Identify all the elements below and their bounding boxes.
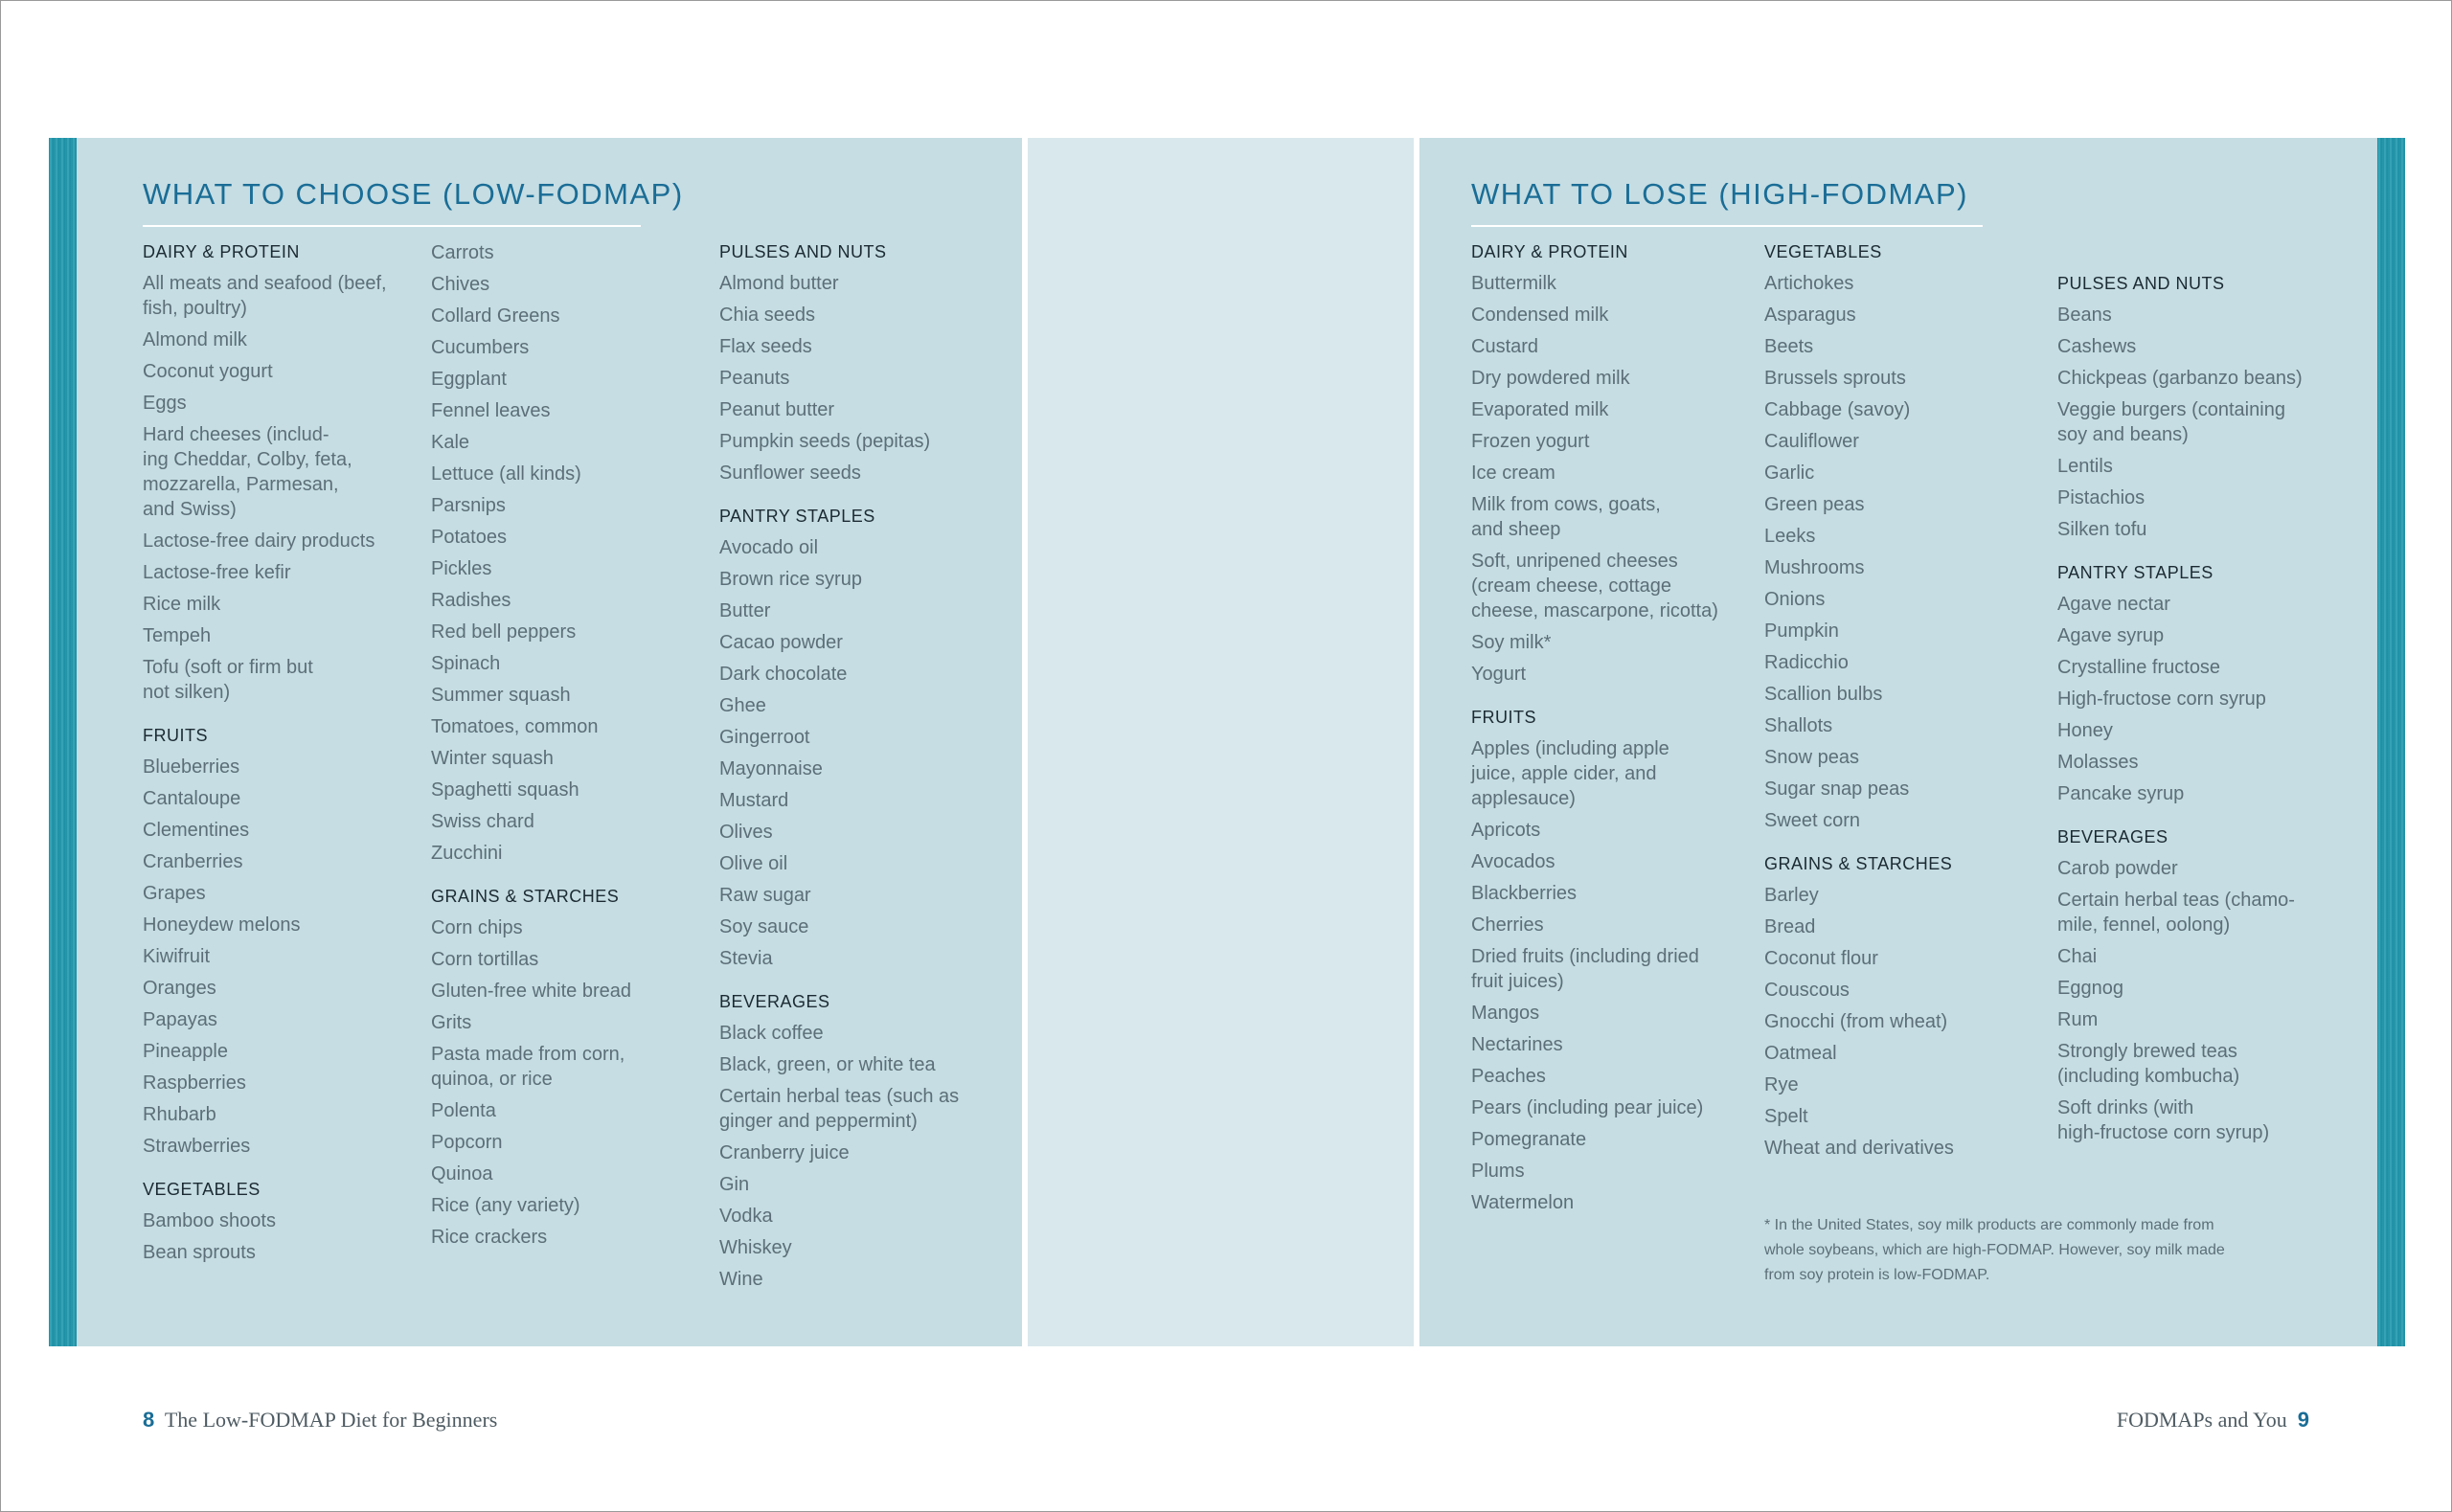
food-item: Pears (including pear juice) [1471, 1097, 1704, 1118]
food-item: Brown rice syrup [719, 569, 862, 590]
food-item: Dry powdered milk [1471, 368, 1630, 389]
food-item: Certain herbal teas (such as ginger and peppermint) [719, 1086, 960, 1132]
food-item: Apricots [1471, 820, 1541, 841]
food-item: Red bell peppers [431, 621, 577, 643]
food-item: Pumpkin [1764, 621, 1839, 642]
food-item: Agave nectar [2057, 594, 2170, 615]
food-item: Dried fruits (including dried fruit juices) [1471, 946, 1699, 992]
food-item: Crystalline fructose [2057, 657, 2221, 678]
food-item: Peanut butter [719, 399, 835, 420]
food-item: Black coffee [719, 1023, 824, 1044]
food-item: Corn chips [431, 917, 523, 938]
food-item: Mangos [1471, 1003, 1540, 1024]
low-fodmap-title: WHAT TO CHOOSE (LOW-FODMAP) [143, 177, 684, 211]
food-item: Grapes [143, 883, 206, 904]
food-item: Stevia [719, 948, 773, 969]
food-item: Papayas [143, 1009, 217, 1030]
food-item: Sweet corn [1764, 810, 1861, 831]
high-fodmap-title: WHAT TO LOSE (HIGH-FODMAP) [1471, 177, 1968, 211]
food-item: Rice crackers [431, 1227, 548, 1248]
food-item: Rhubarb [143, 1104, 216, 1125]
right-running-title: FODMAPs and You [2116, 1408, 2287, 1432]
food-item: Eggs [143, 393, 187, 414]
food-item: Oatmeal [1764, 1043, 1837, 1064]
food-item: Cranberry juice [719, 1142, 850, 1163]
section-heading-grains-starches: GRAINS & STARCHES [1764, 854, 1953, 873]
food-item: Mustard [719, 790, 789, 811]
food-item: Bread [1764, 916, 1816, 937]
food-item: Condensed milk [1471, 305, 1609, 326]
food-item: Beets [1764, 336, 1814, 357]
food-item: Tofu (soft or firm but not silken) [143, 657, 313, 703]
food-item: Agave syrup [2057, 625, 2165, 646]
food-item: Brussels sprouts [1764, 368, 1906, 389]
low-fodmap-title-rule [143, 225, 641, 227]
section-heading-grains-starches: GRAINS & STARCHES [431, 887, 620, 906]
food-item: Gin [719, 1174, 750, 1195]
food-item: Lactose-free kefir [143, 562, 291, 583]
food-item: Bamboo shoots [143, 1210, 276, 1231]
right-page-number: 9 [2297, 1408, 2309, 1432]
food-item: Wine [719, 1269, 763, 1290]
right-edge-stripe [2377, 138, 2405, 1346]
food-item: Couscous [1764, 980, 1850, 1001]
food-item: Wheat and derivatives [1764, 1138, 1954, 1159]
food-item: Milk from cows, goats, and sheep [1471, 494, 1661, 540]
page-gutter [1022, 138, 1419, 1346]
low-column-2 [431, 240, 709, 1250]
food-item: Molasses [2057, 752, 2139, 773]
food-item: Carob powder [2057, 858, 2178, 879]
food-item: Soft drinks (with high-fructose corn syrup) [2057, 1097, 2270, 1143]
food-item: Gnocchi (from wheat) [1764, 1011, 1948, 1032]
food-item: Evaporated milk [1471, 399, 1609, 420]
section-heading-dairy-protein: DAIRY & PROTEIN [1471, 242, 1628, 261]
food-item: Spaghetti squash [431, 779, 579, 801]
food-item: Apples (including apple juice, apple cider, and applesauce) [1471, 738, 1669, 809]
food-item: Chives [431, 274, 490, 295]
food-item: Black, green, or white tea [719, 1054, 936, 1075]
food-item: Silken tofu [2057, 519, 2147, 540]
food-item: Strongly brewed teas (including kombucha) [2057, 1041, 2240, 1087]
food-item: Collard Greens [431, 305, 560, 327]
food-item: Buttermilk [1471, 273, 1556, 294]
section-heading-vegetables: VEGETABLES [143, 1180, 261, 1199]
food-item: Almond milk [143, 329, 247, 350]
food-item: Honey [2057, 720, 2113, 741]
food-item: Vodka [719, 1206, 773, 1227]
low-column-1 [143, 240, 420, 1265]
section-heading-fruits: FRUITS [143, 726, 208, 745]
food-item: Spelt [1764, 1106, 1808, 1127]
food-item: Kale [431, 432, 470, 453]
high-fodmap-title-rule [1471, 225, 1983, 227]
food-item: Hard cheeses (includ- ing Cheddar, Colby, feta, mozzarella, Parmesan, and Swiss) [143, 424, 352, 520]
food-item: Gluten-free white bread [431, 981, 632, 1002]
food-item: Peaches [1471, 1066, 1546, 1087]
food-item: Raw sugar [719, 885, 811, 906]
food-item: Flax seeds [719, 336, 812, 357]
food-item: Blackberries [1471, 883, 1578, 904]
food-item: Tempeh [143, 625, 212, 646]
food-item: Plums [1471, 1161, 1525, 1182]
food-item: Winter squash [431, 748, 554, 769]
food-item: Olive oil [719, 853, 788, 874]
food-item: Blueberries [143, 756, 240, 778]
food-item: Certain herbal teas (chamo- mile, fennel, oolong) [2057, 890, 2295, 936]
food-item: Pistachios [2057, 487, 2146, 508]
left-folio [143, 1408, 497, 1433]
food-item: Avocados [1471, 851, 1555, 872]
food-item: Butter [719, 600, 771, 621]
food-item: Rum [2057, 1009, 2099, 1030]
left-running-title: The Low-FODMAP Diet for Beginners [164, 1408, 498, 1432]
food-item: Almond butter [719, 273, 839, 294]
food-item: Radishes [431, 590, 511, 611]
food-item: Lettuce (all kinds) [431, 463, 581, 485]
food-item: Rice milk [143, 594, 221, 615]
food-item: Raspberries [143, 1072, 246, 1094]
food-item: Green peas [1764, 494, 1865, 515]
food-item: Yogurt [1471, 664, 1527, 685]
high-column-2 [1764, 240, 2042, 1161]
food-item: Soy sauce [719, 916, 809, 937]
food-item: Rye [1764, 1074, 1799, 1095]
food-item: Snow peas [1764, 747, 1859, 768]
food-item: Mushrooms [1764, 557, 1865, 578]
food-item: Kiwifruit [143, 946, 211, 967]
section-heading-vegetables: VEGETABLES [1764, 242, 1882, 261]
food-item: Cantaloupe [143, 788, 241, 809]
food-item: Peanuts [719, 368, 790, 389]
food-item: Oranges [143, 978, 216, 999]
food-item: Chia seeds [719, 305, 816, 326]
food-item: Lactose-free dairy products [143, 530, 375, 552]
section-heading-pantry-staples: PANTRY STAPLES [719, 507, 875, 526]
food-item: Shallots [1764, 715, 1833, 736]
food-item: Popcorn [431, 1132, 503, 1153]
food-item: Leeks [1764, 526, 1816, 547]
food-item: Mayonnaise [719, 758, 823, 779]
food-item: Radicchio [1764, 652, 1849, 673]
food-item: Quinoa [431, 1163, 493, 1185]
section-heading-pulses-and-nuts: PULSES AND NUTS [719, 242, 887, 261]
food-item: Pumpkin seeds (pepitas) [719, 431, 931, 452]
food-item: Pasta made from corn, quinoa, or rice [431, 1044, 625, 1090]
food-item: Artichokes [1764, 273, 1854, 294]
food-item: Veggie burgers (containing soy and beans) [2057, 399, 2285, 445]
right-folio [2117, 1408, 2309, 1433]
food-item: Scallion bulbs [1764, 684, 1883, 705]
food-item: Lentils [2057, 456, 2113, 477]
food-item: Summer squash [431, 685, 571, 706]
food-item: Tomatoes, common [431, 716, 599, 737]
food-item: Watermelon [1471, 1192, 1575, 1213]
food-item: Coconut flour [1764, 948, 1878, 969]
food-item: Sugar snap peas [1764, 779, 1910, 800]
food-item: Polenta [431, 1100, 496, 1121]
food-item: Olives [719, 822, 773, 843]
food-item: Corn tortillas [431, 949, 539, 970]
food-item: Avocado oil [719, 537, 819, 558]
section-heading-pulses-and-nuts: PULSES AND NUTS [2057, 274, 2225, 293]
high-column-3 [2057, 240, 2335, 1145]
food-item: Whiskey [719, 1237, 792, 1258]
food-item: Ice cream [1471, 463, 1555, 484]
food-item: Swiss chard [431, 811, 534, 832]
food-item: Spinach [431, 653, 501, 674]
food-item: Potatoes [431, 527, 507, 548]
section-heading-beverages: BEVERAGES [719, 992, 830, 1011]
low-column-3 [719, 240, 1007, 1292]
food-item: Strawberries [143, 1136, 251, 1157]
food-item: Cherries [1471, 914, 1544, 936]
left-edge-stripe [49, 138, 77, 1346]
food-item: Coconut yogurt [143, 361, 273, 382]
food-item: Soy milk* [1471, 632, 1552, 653]
food-item: Cashews [2057, 336, 2137, 357]
food-item: Barley [1764, 885, 1819, 906]
high-column-1 [1471, 240, 1749, 1215]
food-item: Carrots [431, 242, 494, 263]
food-item: Grits [431, 1012, 472, 1033]
food-item: Fennel leaves [431, 400, 551, 421]
left-page-number: 8 [143, 1408, 155, 1432]
food-item: Rice (any variety) [431, 1195, 580, 1216]
food-item: Cabbage (savoy) [1764, 399, 1911, 420]
food-item: Asparagus [1764, 305, 1856, 326]
food-item: Zucchini [431, 843, 503, 864]
food-item: Onions [1764, 589, 1826, 610]
soy-milk-footnote: * In the United States, soy milk products are commonly made from whole soybeans, which are high-FODMAP. However, soy milk made from soy protein is low-FODMAP. [1764, 1217, 2225, 1283]
food-item: Soft, unripened cheeses (cream cheese, cottage cheese, mascarpone, ricotta) [1471, 551, 1718, 621]
food-item: Cranberries [143, 851, 243, 872]
food-item: Cauliflower [1764, 431, 1859, 452]
food-item: Frozen yogurt [1471, 431, 1590, 452]
food-item: Clementines [143, 820, 250, 841]
food-item: Parsnips [431, 495, 506, 516]
section-heading-beverages: BEVERAGES [2057, 827, 2168, 846]
food-item: Eggplant [431, 369, 507, 390]
food-item: Nectarines [1471, 1034, 1563, 1055]
section-heading-fruits: FRUITS [1471, 708, 1536, 727]
food-item: Pomegranate [1471, 1129, 1587, 1150]
section-heading-dairy-protein: DAIRY & PROTEIN [143, 242, 300, 261]
food-item: Cacao powder [719, 632, 843, 653]
food-item: Garlic [1764, 463, 1815, 484]
food-item: Eggnog [2057, 978, 2123, 999]
food-item: Cucumbers [431, 337, 530, 358]
food-item: Gingerroot [719, 727, 810, 748]
food-item: Ghee [719, 695, 766, 716]
food-item: Pineapple [143, 1041, 228, 1062]
food-item: Pickles [431, 558, 492, 579]
food-item: Honeydew melons [143, 914, 301, 936]
food-item: Custard [1471, 336, 1539, 357]
food-item: Bean sprouts [143, 1242, 256, 1263]
food-item: Sunflower seeds [719, 463, 861, 484]
food-item: All meats and seafood (beef, fish, poultry) [143, 273, 387, 319]
food-item: Pancake syrup [2057, 783, 2185, 804]
food-item: Chickpeas (garbanzo beans) [2057, 368, 2303, 389]
food-item: Dark chocolate [719, 664, 848, 685]
food-item: High-fructose corn syrup [2057, 688, 2266, 710]
food-item: Chai [2057, 946, 2098, 967]
food-item: Beans [2057, 305, 2112, 326]
section-heading-pantry-staples: PANTRY STAPLES [2057, 563, 2214, 582]
